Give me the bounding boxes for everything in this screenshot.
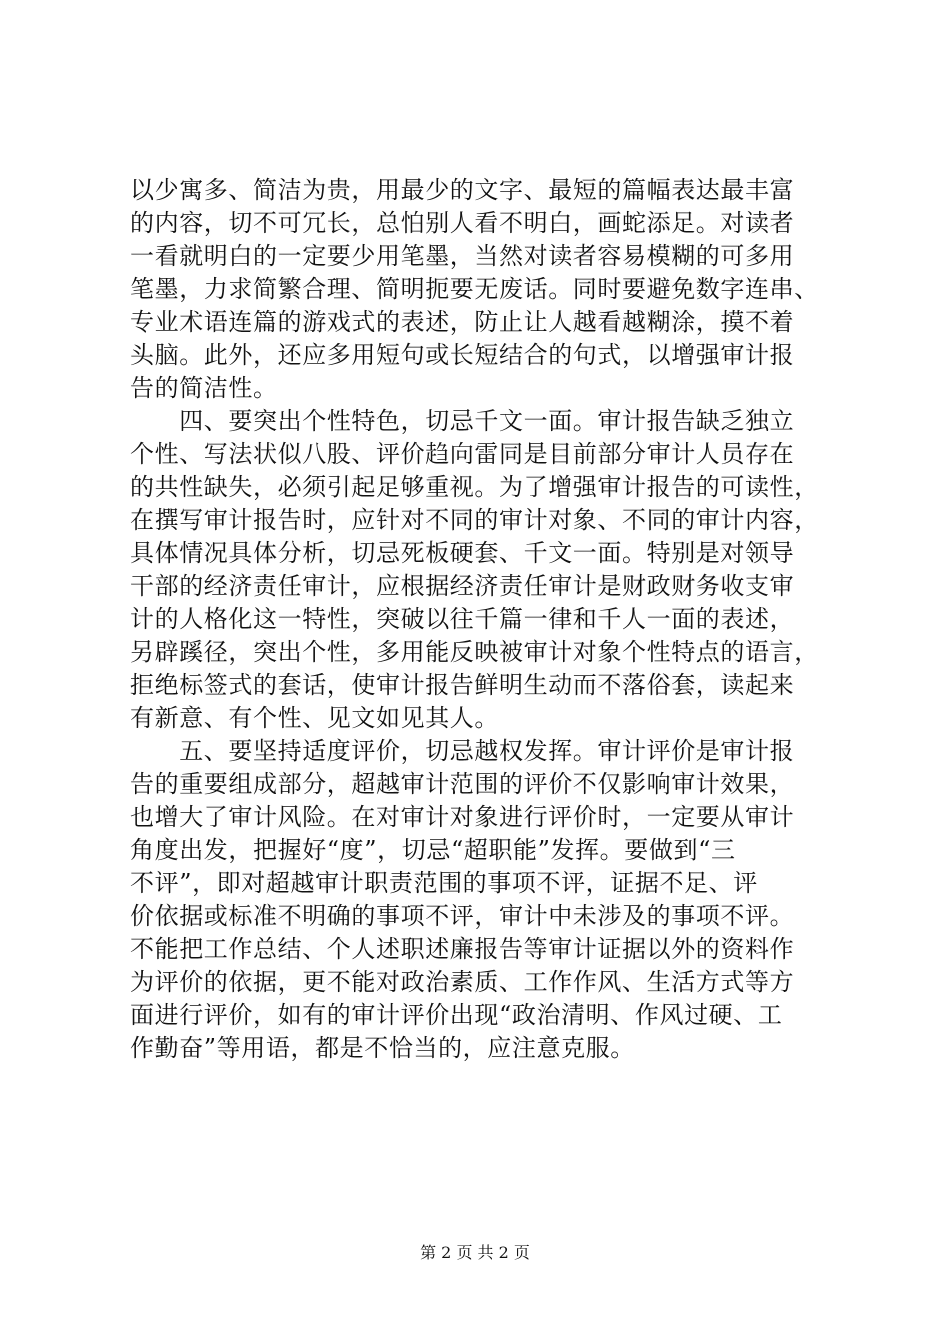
text-line: 以少寓多、简洁为贵，用最少的文字、最短的篇幅表达最丰富 xyxy=(130,176,795,204)
page-number-footer: 第 2 页 共 2 页 xyxy=(420,1243,530,1262)
text-line: 作勤奋”等用语，都是不恰当的，应注意克服。 xyxy=(130,1034,635,1062)
text-line: 专业术语连篇的游戏式的表述，防止让人越看越糊涂，摸不着 xyxy=(130,308,795,336)
text-line: 告的重要组成部分，超越审计范围的评价不仅影响审计效果， xyxy=(130,770,795,798)
text-line: 价依据或标准不明确的事项不评，审计中未涉及的事项不评。 xyxy=(130,902,795,930)
text-line: 有新意、有个性、见文如见其人。 xyxy=(130,704,499,732)
text-line: 的内容，切不可冗长，总怕别人看不明白，画蛇添足。对读者 xyxy=(130,209,795,237)
text-line: 不能把工作总结、个人述职述廉报告等审计证据以外的资料作 xyxy=(130,935,795,963)
text-line: 面进行评价，如有的审计评价出现“政治清明、作风过硬、工 xyxy=(130,1001,783,1029)
text-line: 告的简洁性。 xyxy=(130,374,278,402)
text-line: 在撰写审计报告时，应针对不同的审计对象、不同的审计内容， xyxy=(130,506,819,534)
text-line: 另辟蹊径，突出个性，多用能反映被审计对象个性特点的语言， xyxy=(130,638,819,666)
text-line: 为评价的依据，更不能对政治素质、工作作风、生活方式等方 xyxy=(130,968,795,996)
text-line: 笔墨，力求简繁合理、简明扼要无废话。同时要避免数字连串、 xyxy=(130,275,819,303)
text-line: 计的人格化这一特性，突破以往千篇一律和千人一面的表述， xyxy=(130,605,795,633)
text-line: 不评”，即对超越审计职责范围的事项不评，证据不足、评 xyxy=(130,869,758,897)
text-line: 四、要突出个性特色，切忌千文一面。审计报告缺乏独立 xyxy=(130,407,795,435)
text-line: 干部的经济责任审计，应根据经济责任审计是财政财务收支审 xyxy=(130,572,795,600)
text-line: 五、要坚持适度评价，切忌越权发挥。审计评价是审计报 xyxy=(130,737,795,765)
body-text xyxy=(130,174,830,1065)
text-line: 也增大了审计风险。在对审计对象进行评价时，一定要从审计 xyxy=(130,803,795,831)
text-line: 具体情况具体分析，切忌死板硬套、千文一面。特别是对领导 xyxy=(130,539,795,567)
text-line: 一看就明白的一定要少用笔墨，当然对读者容易模糊的可多用 xyxy=(130,242,795,270)
text-line: 的共性缺失，必须引起足够重视。为了增强审计报告的可读性， xyxy=(130,473,819,501)
text-line: 角度出发，把握好“度”，切忌“超职能”发挥。要做到“三 xyxy=(130,836,736,864)
text-line: 个性、写法状似八股、评价趋向雷同是目前部分审计人员存在 xyxy=(130,440,795,468)
text-line: 头脑。此外，还应多用短句或长短结合的句式，以增强审计报 xyxy=(130,341,795,369)
text-line: 拒绝标签式的套话，使审计报告鲜明生动而不落俗套，读起来 xyxy=(130,671,795,699)
